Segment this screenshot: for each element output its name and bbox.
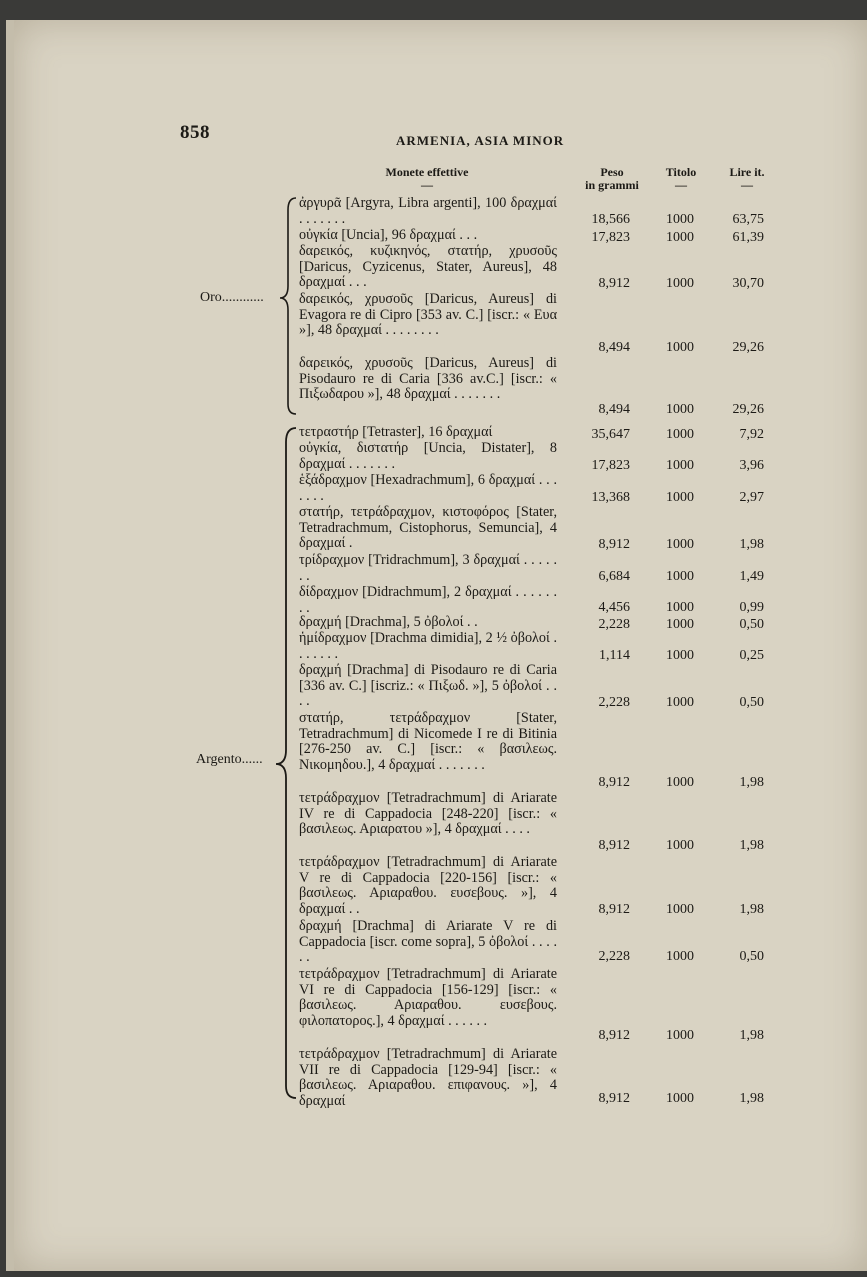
- coin-description: τετραστήρ [Tetraster], 16 δραχμαί: [299, 424, 493, 440]
- coin-description: τετράδραχμον [Tetradrachmum] di Ariarate V re di Cappadocia [220-156] [iscr.: « βασιλεως. Αριαραθου. ευσεβους. »], 4 δραχμαί . .: [299, 854, 557, 917]
- coin-weight: 2,228: [598, 617, 630, 632]
- column-header-peso-line1: Peso: [600, 165, 624, 179]
- coin-weight: 6,684: [598, 569, 630, 584]
- coin-value-lire: 1,98: [739, 838, 764, 853]
- coin-value-lire: 0,50: [739, 695, 764, 710]
- coin-fineness: 1000: [666, 600, 694, 615]
- coin-value-lire: 0,25: [739, 648, 764, 663]
- coin-weight: 13,368: [591, 490, 630, 505]
- column-header-lire: [718, 166, 776, 192]
- coin-description: δραχμή [Drachma] di Pisodauro re di Caria [336 av. C.] [iscriz.: « Πιξωδ. »], 5 ὀβολοί . . . .: [299, 662, 557, 710]
- coin-value-lire: 29,26: [732, 340, 764, 355]
- coin-weight: 17,823: [591, 230, 630, 245]
- coin-fineness: 1000: [666, 402, 694, 417]
- coin-description: δίδραχμον [Didrachmum], 2 δραχμαί . . . . . . . .: [299, 584, 557, 616]
- coin-value-lire: 1,49: [739, 569, 764, 584]
- coin-value-lire: 61,39: [732, 230, 764, 245]
- coin-fineness: 1000: [666, 276, 694, 291]
- coin-weight: 8,494: [598, 402, 630, 417]
- coin-weight: 8,912: [598, 902, 630, 917]
- coin-fineness: 1000: [666, 458, 694, 473]
- coin-description: τρίδραχμον [Tridrachmum], 3 δραχμαί . . . . . . .: [299, 552, 557, 584]
- group-label-argento: Argento......: [196, 752, 263, 767]
- coin-value-lire: 63,75: [732, 212, 764, 227]
- coin-description: ἡμίδραχμον [Drachma dimidia], 2 ½ ὀβολοί . . . . . . .: [299, 630, 557, 662]
- coin-weight: 4,456: [598, 600, 630, 615]
- coin-value-lire: 3,96: [739, 458, 764, 473]
- coin-description: στατήρ, τετράδραχμον [Stater, Tetradrachmum] di Nicomede I re di Bitinia [276-250 av. C.] [iscr.: « βασιλεως. Νικομηδου.], 4 δραχμαί . . . . . . .: [299, 710, 557, 773]
- coin-value-lire: 1,98: [739, 902, 764, 917]
- coin-description: οὐγκία, διστατήρ [Uncia, Distater], 8 δραχμαί . . . . . . .: [299, 440, 557, 472]
- coin-value-lire: 2,97: [739, 490, 764, 505]
- coin-fineness: 1000: [666, 1028, 694, 1043]
- coin-weight: 17,823: [591, 458, 630, 473]
- coin-value-lire: 1,98: [739, 1028, 764, 1043]
- coin-description: ἑξάδραχμον [Hexadrachmum], 6 δραχμαί . . . . . . .: [299, 472, 557, 504]
- page-number: 858: [180, 122, 210, 143]
- coin-weight: 8,912: [598, 276, 630, 291]
- coin-fineness: 1000: [666, 695, 694, 710]
- coin-fineness: 1000: [666, 230, 694, 245]
- coin-value-lire: 1,98: [739, 537, 764, 552]
- coin-weight: 8,912: [598, 537, 630, 552]
- coin-fineness: 1000: [666, 427, 694, 442]
- group-label-oro: Oro............: [200, 290, 264, 305]
- coin-value-lire: 0,99: [739, 600, 764, 615]
- column-header-monete-label: Monete effettive: [385, 165, 469, 179]
- coin-value-lire: 30,70: [732, 276, 764, 291]
- coin-fineness: 1000: [666, 949, 694, 964]
- coin-fineness: 1000: [666, 775, 694, 790]
- coin-description: δαρεικός, χρυσοῦς [Daricus, Aureus] di Pisodauro re di Caria [336 av.C.] [iscr.: « Πιξωδαρου »], 48 δραχμαί . . . . . . .: [299, 355, 557, 403]
- coin-weight: 18,566: [591, 212, 630, 227]
- coin-value-lire: 0,50: [739, 617, 764, 632]
- coin-value-lire: 1,98: [739, 775, 764, 790]
- coin-fineness: 1000: [666, 537, 694, 552]
- column-header-titolo-label: Titolo: [665, 165, 697, 179]
- coin-fineness: 1000: [666, 1091, 694, 1106]
- coin-fineness: 1000: [666, 340, 694, 355]
- coin-weight: 8,912: [598, 775, 630, 790]
- coin-fineness: 1000: [666, 902, 694, 917]
- column-header-peso: [572, 166, 652, 192]
- coin-description: τετράδραχμον [Tetradrachmum] di Ariarate IV re di Cappadocia [248-220] [iscr.: « βασιλεως. Αριαρατου »], 4 δραχμαί . . . .: [299, 790, 557, 838]
- coin-description: τετράδραχμον [Tetradrachmum] di Ariarate VII re di Cappadocia [129-94] [iscr.: « βασιλεως. Αριαραθου. επιφανους. »], 4 δραχμαί: [299, 1046, 557, 1109]
- coin-weight: 1,114: [599, 648, 630, 663]
- column-header-dash: —: [421, 178, 433, 192]
- coin-fineness: 1000: [666, 838, 694, 853]
- coin-value-lire: 29,26: [732, 402, 764, 417]
- coin-weight: 8,494: [598, 340, 630, 355]
- column-header-dash: —: [741, 178, 753, 192]
- coin-fineness: 1000: [666, 212, 694, 227]
- coin-description: δαρεικός, χρυσοῦς [Daricus, Aureus] di Evagora re di Cipro [353 av. C.] [iscr.: « Ευα »], 48 δραχμαί . . . . . . . .: [299, 291, 557, 339]
- coin-value-lire: 0,50: [739, 949, 764, 964]
- coin-weight: 2,228: [598, 949, 630, 964]
- coin-description: οὐγκία [Uncia], 96 δραχμαί . . .: [299, 227, 478, 243]
- coin-weight: 8,912: [598, 1091, 630, 1106]
- coin-value-lire: 1,98: [739, 1091, 764, 1106]
- coin-value-lire: 7,92: [739, 427, 764, 442]
- column-header-lire-label: Lire it.: [729, 165, 765, 179]
- coin-description: τετράδραχμον [Tetradrachmum] di Ariarate VI re di Cappadocia [156-129] [iscr.: « βασιλεως. Αριαραθου. ευσεβους. φιλοπατορος.], 4 δραχμαί . . . . . .: [299, 966, 557, 1029]
- coin-description: δραχμή [Drachma], 5 ὀβολοί . .: [299, 614, 478, 630]
- coin-description: δαρεικός, κυζικηνός, στατήρ, χρυσοῦς [Daricus, Cyzicenus, Stater, Aureus], 48 δραχμαί . . .: [299, 243, 557, 291]
- coin-description: ἀργυρᾶ [Argyra, Libra argenti], 100 δραχμαί . . . . . . .: [299, 195, 557, 227]
- column-header-dash: —: [675, 178, 687, 192]
- running-head: ARMENIA, ASIA MINOR: [396, 133, 565, 148]
- column-header-titolo: [654, 166, 708, 192]
- column-header-peso-line2: in grammi: [585, 178, 639, 192]
- coin-fineness: 1000: [666, 617, 694, 632]
- coin-fineness: 1000: [666, 569, 694, 584]
- coin-weight: 35,647: [591, 427, 630, 442]
- coin-weight: 8,912: [598, 1028, 630, 1043]
- coin-fineness: 1000: [666, 648, 694, 663]
- coin-fineness: 1000: [666, 490, 694, 505]
- coin-weight: 8,912: [598, 838, 630, 853]
- coin-description: δραχμή [Drachma] di Ariarate V re di Cappadocia [iscr. come sopra], 5 ὀβολοί . . . . . .: [299, 918, 557, 966]
- coin-weight: 2,228: [598, 695, 630, 710]
- column-header-monete: [372, 166, 482, 192]
- coin-description: στατήρ, τετράδραχμον, κιστοφόρος [Stater, Tetradrachmum, Cistophorus, Semuncia], 4 δραχμαί .: [299, 504, 557, 552]
